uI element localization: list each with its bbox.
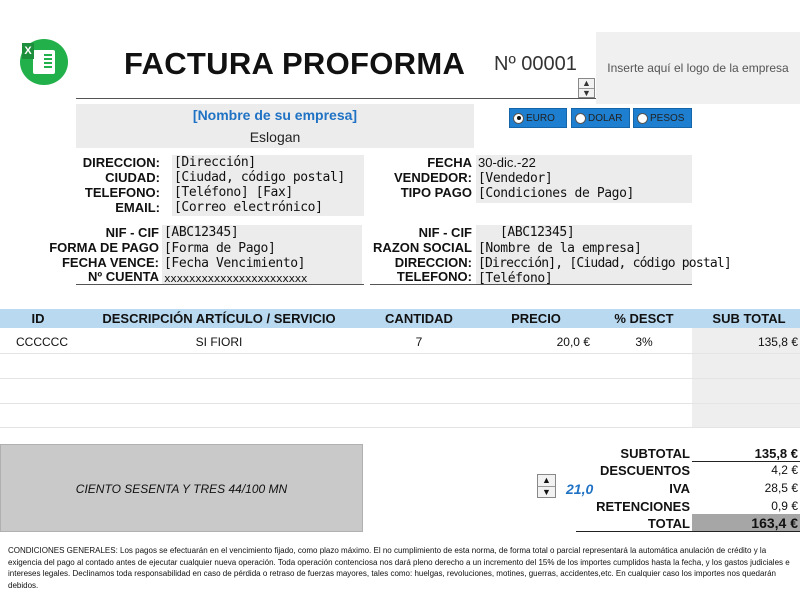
client-direccion-label: DIRECCION: xyxy=(394,255,472,270)
header-divider xyxy=(76,98,596,99)
client-direccion-field[interactable]: [Dirección], [Ciudad, código postal] xyxy=(478,256,731,271)
ciudad-field[interactable]: [Ciudad, código postal] xyxy=(174,170,345,185)
descuentos-label: DESCUENTOS xyxy=(599,463,690,478)
retenciones-value: 0,9 € xyxy=(771,499,798,513)
spin-up-icon[interactable]: ▲ xyxy=(542,475,551,485)
row-divider xyxy=(0,378,800,379)
general-conditions: CONDICIONES GENERALES: Los pagos se efectuarán en el vencimiento fijado, como plazo máximo. El no cumplimiento de esta norma, de forma total o parcial representará la automática anulación de crédito y la exigencia del pago al contado antes de ejecutar cualquier nueva operación. Toda operación contenciosa nos dará pleno derecho a un incremento del 15% de los importes cumplidos hasta la fecha, y los gastos judiciales e intereses legales. Declinamos toda responsabilidad en caso de pérdida o retraso de fuerzas mayores, tales como: huelgas, revoluciones, motines, guerras, accidentes,etc. En cualquier caso los importes nos quedarán debidos. xyxy=(8,546,790,590)
direccion-field[interactable]: [Dirección] xyxy=(174,155,256,170)
subtotal-underline xyxy=(692,461,800,462)
iva-label: IVA xyxy=(669,481,690,496)
cell-subtotal: 135,8 € xyxy=(757,335,798,349)
total-value: 163,4 € xyxy=(751,515,798,531)
company-logo-placeholder[interactable]: Inserte aquí el logo de la empresa xyxy=(596,32,800,104)
cell-cantidad[interactable]: 7 xyxy=(415,335,423,349)
excel-icon: X xyxy=(20,39,68,85)
spin-down-icon[interactable]: ▼ xyxy=(579,88,594,97)
column-header-precio: PRECIO xyxy=(511,311,561,326)
total-label: TOTAL xyxy=(647,516,690,531)
client-telefono-label: TELEFONO: xyxy=(396,269,472,284)
fecha-vence-label: FECHA VENCE: xyxy=(61,255,159,270)
fecha-field[interactable]: 30-dic.-22 xyxy=(478,155,536,170)
email-label: EMAIL: xyxy=(115,200,160,215)
retenciones-label: RETENCIONES xyxy=(596,499,690,514)
forma-pago-label: FORMA DE PAGO xyxy=(49,240,159,255)
cell-precio[interactable]: 20,0 € xyxy=(556,335,590,349)
client-telefono-field[interactable]: [Teléfono] xyxy=(478,271,553,286)
razon-social-field[interactable]: [Nombre de la empresa] xyxy=(478,241,642,256)
cell-descuento[interactable]: 3% xyxy=(635,335,653,349)
razon-social-label: RAZON SOCIAL xyxy=(373,240,472,255)
fecha-vence-field[interactable]: [Fecha Vencimiento] xyxy=(164,256,306,271)
company-name[interactable]: [Nombre de su empresa] xyxy=(192,107,358,123)
client-nif-label: NIF - CIF xyxy=(418,225,472,240)
iva-rate-spinner[interactable] xyxy=(537,474,556,498)
cell-id[interactable]: CCCCCC xyxy=(16,335,68,349)
tipo-pago-label: TIPO PAGO xyxy=(400,185,472,200)
row-divider xyxy=(0,427,800,428)
row-divider xyxy=(0,403,800,404)
telefono-label: TELEFONO: xyxy=(84,185,160,200)
currency-label: PESOS xyxy=(650,112,685,124)
vendedor-field[interactable]: [Vendedor] xyxy=(478,171,553,186)
fecha-label: FECHA xyxy=(427,155,472,170)
amount-in-words: CIENTO SESENTA Y TRES 44/100 MN xyxy=(75,482,288,496)
radio-icon[interactable] xyxy=(637,113,648,124)
column-header-cantidad: CANTIDAD xyxy=(385,311,453,326)
cell-descripcion[interactable]: SI FIORI xyxy=(195,335,243,349)
currency-option-pesos[interactable] xyxy=(633,108,692,128)
cuenta-label: Nº CUENTA xyxy=(88,269,159,284)
subtotal-label: SUBTOTAL xyxy=(620,446,690,461)
currency-option-dolar[interactable] xyxy=(571,108,630,128)
telefono-field[interactable]: [Teléfono] [Fax] xyxy=(174,185,293,200)
column-header-subtotal: SUB TOTAL xyxy=(712,311,786,326)
descuentos-value: 4,2 € xyxy=(771,463,798,477)
direccion-label: DIRECCION: xyxy=(82,155,160,170)
subtotal-value: 135,8 € xyxy=(754,446,798,461)
cuenta-field[interactable]: xxxxxxxxxxxxxxxxxxxxxxx xyxy=(164,272,308,285)
column-header-descuento: % DESCT xyxy=(614,311,674,326)
currency-option-euro[interactable] xyxy=(509,108,567,128)
invoice-number-spinner[interactable] xyxy=(578,78,595,98)
currency-label: EURO xyxy=(526,112,555,124)
iva-value: 28,5 € xyxy=(764,481,798,495)
nif-field[interactable]: [ABC12345] xyxy=(164,225,239,240)
nif-label: NIF - CIF xyxy=(105,225,159,240)
vendedor-label: VENDEDOR: xyxy=(393,170,472,185)
tipo-pago-field[interactable]: [Condiciones de Pago] xyxy=(478,186,634,201)
iva-rate-value[interactable]: 21,0 xyxy=(566,481,594,497)
total-underline xyxy=(576,531,800,532)
invoice-number: Nº 00001 xyxy=(494,53,577,75)
forma-pago-field[interactable]: [Forma de Pago] xyxy=(164,241,276,256)
client-nif-field[interactable]: [ABC12345] xyxy=(500,225,575,240)
company-slogan[interactable]: Eslogan xyxy=(249,129,301,145)
currency-label: DOLAR xyxy=(588,112,623,124)
ciudad-label: CIUDAD: xyxy=(105,170,160,185)
spin-down-icon[interactable]: ▼ xyxy=(538,486,555,497)
email-field[interactable]: [Correo electrónico] xyxy=(174,200,323,215)
radio-selected-icon[interactable] xyxy=(513,113,524,124)
row-divider xyxy=(0,353,800,354)
spin-up-icon[interactable]: ▲ xyxy=(582,78,591,88)
radio-icon[interactable] xyxy=(575,113,586,124)
document-title: FACTURA PROFORMA xyxy=(124,46,466,81)
column-header-id: ID xyxy=(31,311,45,326)
column-header-descripcion: DESCRIPCIÓN ARTÍCULO / SERVICIO xyxy=(102,311,336,326)
